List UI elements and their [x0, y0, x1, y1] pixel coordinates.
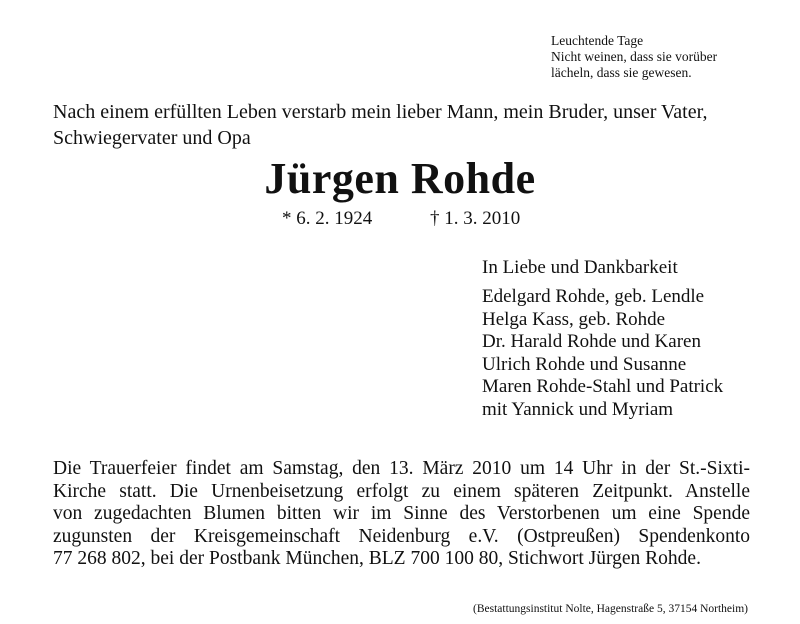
verse-line: Leuchtende Tage	[551, 33, 644, 48]
verse-line: Nicht weinen, dass sie vorüber	[551, 49, 718, 64]
mourner-name: mit Yannick und Myriam	[482, 398, 674, 420]
notice-line: von zugedachten Blumen bitten wir im Sinne des Verstorbenen um eine Spende	[53, 503, 750, 524]
notice-line: Die Trauerfeier findet am Samstag, den 13. März 2010 um 14 Uhr in der St.-Sixti-	[53, 458, 750, 479]
intro-line: Schwiegervater und Opa	[53, 127, 251, 149]
notice-line: 77 268 802, bei der Postbank München, BLZ 700 100 80, Stichwort Jürgen Rohde.	[53, 548, 701, 569]
intro-text	[53, 99, 758, 151]
mourner-name: Helga Kass, geb. Rohde	[482, 308, 666, 330]
deceased-name: Jürgen Rohde	[264, 154, 536, 203]
birth-date: * 6. 2. 1924	[282, 208, 373, 229]
mourners-heading: In Liebe und Dankbarkeit	[482, 257, 678, 278]
verse	[551, 33, 717, 81]
notice-line: Kirche statt. Die Urnenbeisetzung erfolgt zu einem späteren Zeitpunkt. Anstelle	[53, 480, 750, 502]
mourner-name: Maren Rohde-Stahl und Patrick	[482, 376, 724, 397]
verse-line: lächeln, dass sie gewesen.	[551, 65, 692, 80]
mourners-list	[482, 286, 723, 421]
death-date: † 1. 3. 2010	[430, 208, 521, 229]
funeral-home-credit: (Bestattungsinstitut Nolte, Hagenstraße 5, 37154 Northeim)	[473, 603, 748, 615]
notice-line: zugunsten der Kreisgemeinschaft Neidenburg e.V. (Ostpreußen) Spendenkonto	[53, 525, 750, 547]
intro-line: Nach einem erfüllten Leben verstarb mein lieber Mann, mein Bruder, unser Vater,	[53, 101, 708, 123]
mourner-name: Dr. Harald Rohde und Karen	[482, 331, 701, 352]
mourner-name: Edelgard Rohde, geb. Lendle	[482, 286, 705, 307]
funeral-notice	[53, 458, 750, 571]
mourner-name: Ulrich Rohde und Susanne	[482, 353, 687, 375]
